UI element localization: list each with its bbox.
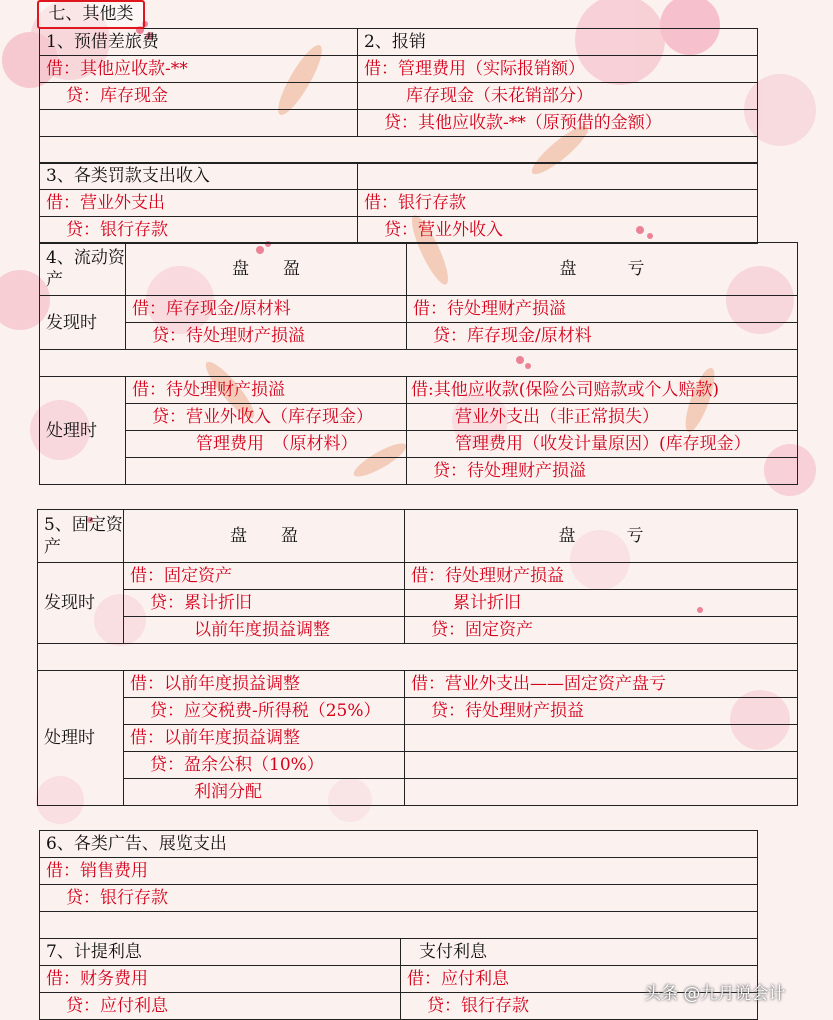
table-fixed-assets (37, 509, 798, 806)
header-surplus: 盘 盈 (126, 243, 407, 296)
entry-debit: 借：财务费用 (40, 966, 401, 993)
entry-credit: 贷：银行存款 (40, 217, 358, 244)
entry-continuation: 利润分配 (124, 779, 405, 806)
header-fixed-assets: 5、固定资产 (38, 510, 124, 563)
entry-credit: 贷：营业外收入（库存现金） (126, 404, 407, 431)
table-fines (39, 162, 758, 244)
header-paid-interest: 支付利息 (401, 939, 758, 966)
empty-cell (126, 458, 407, 485)
entry-credit: 贷：其他应收款-**（原预借的金额） (358, 110, 758, 137)
header-advertising: 6、各类广告、展览支出 (40, 831, 758, 858)
header-accrued-interest: 7、计提利息 (40, 939, 401, 966)
entry-debit: 借：银行存款 (358, 190, 758, 217)
label-discovery: 发现时 (40, 296, 126, 350)
spacer-row (40, 137, 758, 164)
entry-credit: 贷：银行存款 (401, 993, 758, 1020)
entry-continuation: 累计折旧 (405, 590, 798, 617)
entry-credit: 贷：库存现金 (40, 83, 358, 110)
entry-debit: 借：其他应收款-** (40, 56, 358, 83)
header-current-assets: 4、流动资产 (40, 243, 126, 296)
entry-credit: 贷：待处理财产损溢 (126, 323, 407, 350)
table-travel-reimburse (39, 28, 758, 164)
empty-cell (358, 163, 758, 190)
entry-credit: 贷：银行存款 (40, 885, 758, 912)
entry-debit: 借：管理费用（实际报销额） (358, 56, 758, 83)
empty-cell (405, 779, 798, 806)
entry-credit: 贷：待处理财产损溢 (407, 458, 798, 485)
entry-debit: 借:其他应收款(保险公司赔款或个人赔款) (407, 377, 798, 404)
watermark: 头条 @九月说会计 (644, 984, 786, 1004)
empty-cell (405, 725, 798, 752)
entry-credit: 贷：库存现金/原材料 (407, 323, 798, 350)
table-current-assets (39, 242, 798, 485)
entry-debit: 借：库存现金/原材料 (126, 296, 407, 323)
entry-debit: 借：营业外支出——固定资产盘亏 (405, 671, 798, 698)
header-fines: 3、各类罚款支出收入 (40, 163, 358, 190)
entry-debit: 借：以前年度损益调整 (124, 671, 405, 698)
entry-debit: 借：待处理财产损益 (405, 563, 798, 590)
table-advertising (39, 830, 758, 939)
entry-credit: 贷：应付利息 (40, 993, 401, 1020)
header-shortage: 盘 亏 (407, 243, 798, 296)
entry-debit: 借：待处理财产损溢 (407, 296, 798, 323)
entry-continuation: 管理费用 （原材料） (126, 431, 407, 458)
entry-debit: 借：待处理财产损溢 (126, 377, 407, 404)
entry-credit: 贷：固定资产 (405, 617, 798, 644)
header-shortage: 盘 亏 (405, 510, 798, 563)
header-surplus: 盘 盈 (124, 510, 405, 563)
entry-credit: 贷：待处理财产损益 (405, 698, 798, 725)
empty-cell (405, 752, 798, 779)
entry-credit: 贷：累计折旧 (124, 590, 405, 617)
header-reimburse: 2、报销 (358, 29, 758, 56)
spacer-row (40, 912, 758, 939)
label-discovery: 发现时 (38, 563, 124, 644)
entry-debit: 借：以前年度损益调整 (124, 725, 405, 752)
entry-credit: 贷：应交税费-所得税（25%） (124, 698, 405, 725)
label-processing: 处理时 (38, 671, 124, 806)
entry-continuation: 管理费用（收发计量原因）(库存现金） (407, 431, 798, 458)
entry-credit: 贷：盈余公积（10%） (124, 752, 405, 779)
entry-continuation: 营业外支出（非正常损失） (407, 404, 798, 431)
section-title: 七、其他类 (37, 0, 145, 29)
entry-continuation: 以前年度损益调整 (124, 617, 405, 644)
label-processing: 处理时 (40, 377, 126, 485)
entry-debit: 借：营业外支出 (40, 190, 358, 217)
empty-cell (40, 110, 358, 137)
spacer-row (40, 350, 798, 377)
entry-credit: 贷：营业外收入 (358, 217, 758, 244)
entry-debit: 借：固定资产 (124, 563, 405, 590)
entry-continuation: 库存现金（未花销部分） (358, 83, 758, 110)
entry-debit: 借：销售费用 (40, 858, 758, 885)
header-travel-advance: 1、预借差旅费 (40, 29, 358, 56)
entry-debit: 借：应付利息 (401, 966, 758, 993)
spacer-row (38, 644, 798, 671)
